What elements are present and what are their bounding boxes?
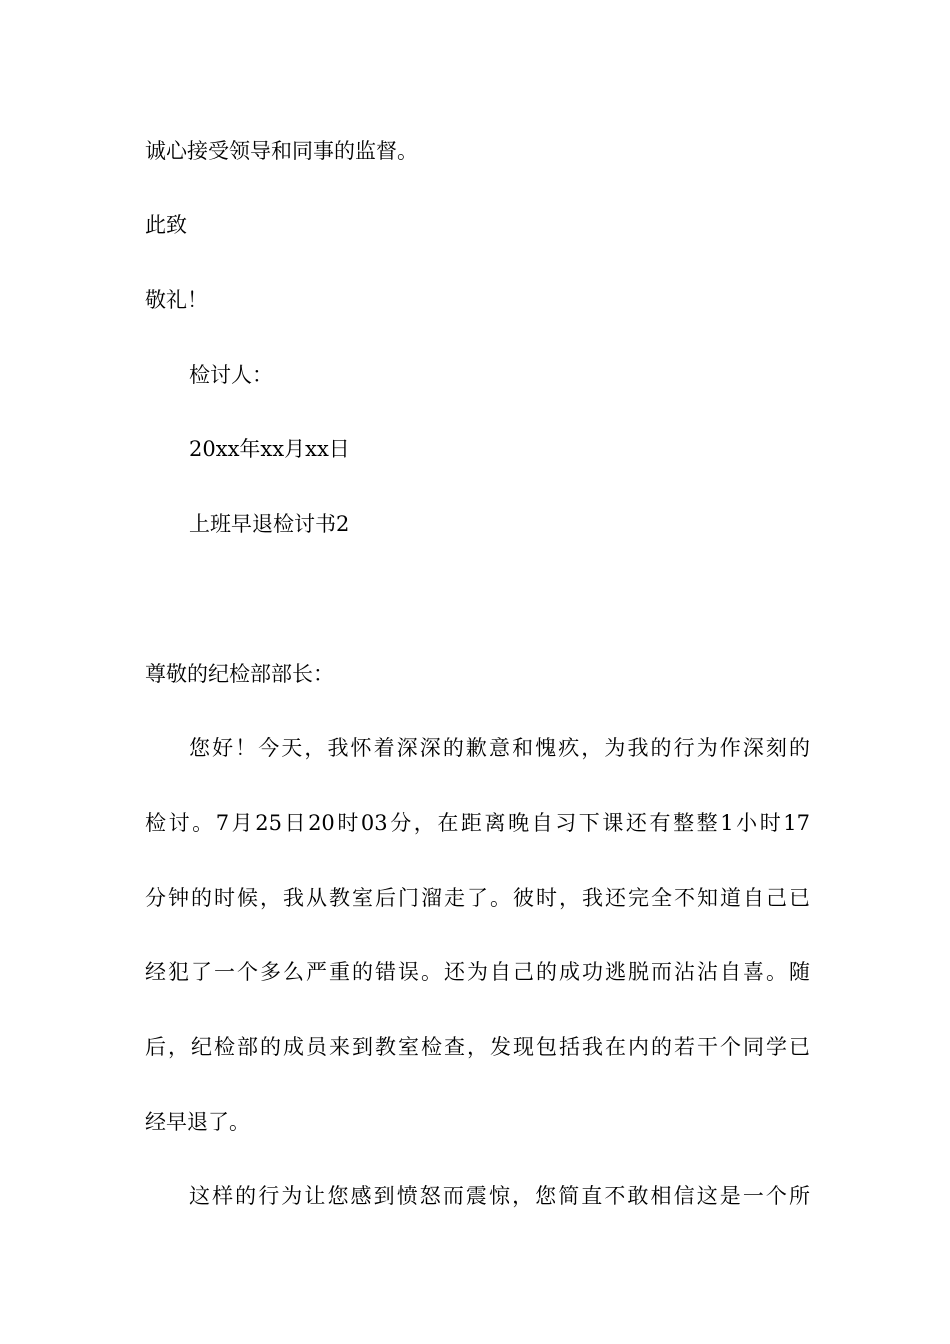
paragraph-line: 检讨。7月25日20时03分，在距离晚自习下课还有整整1小时17 (145, 811, 810, 835)
section-title: 上班早退检讨书2 (189, 512, 350, 536)
regards: 敬礼！ (145, 288, 208, 312)
paragraph-line: 分钟的时候，我从教室后门溜走了。彼时，我还完全不知道自己已 (145, 886, 810, 910)
paragraph-line: 这样的行为让您感到愤怒而震惊，您简直不敢相信这是一个所 (189, 1184, 810, 1208)
salutation: 此致 (145, 213, 187, 237)
paragraph-line: 您好！今天，我怀着深深的歉意和愧疚，为我的行为作深刻的 (189, 736, 810, 760)
paragraph-line: 经犯了一个多么严重的错误。还为自己的成功逃脱而沾沾自喜。随 (145, 960, 810, 984)
signature-date: 20xx年xx月xx日 (189, 437, 350, 461)
closing-line: 诚心接受领导和同事的监督。 (145, 139, 418, 163)
paragraph-line: 经早退了。 (145, 1110, 250, 1134)
signer-label: 检讨人： (189, 363, 273, 387)
paragraph-line: 后，纪检部的成员来到教室检查，发现包括我在内的若干个同学已 (145, 1035, 810, 1059)
letter-addressee: 尊敬的纪检部部长： (145, 662, 334, 686)
